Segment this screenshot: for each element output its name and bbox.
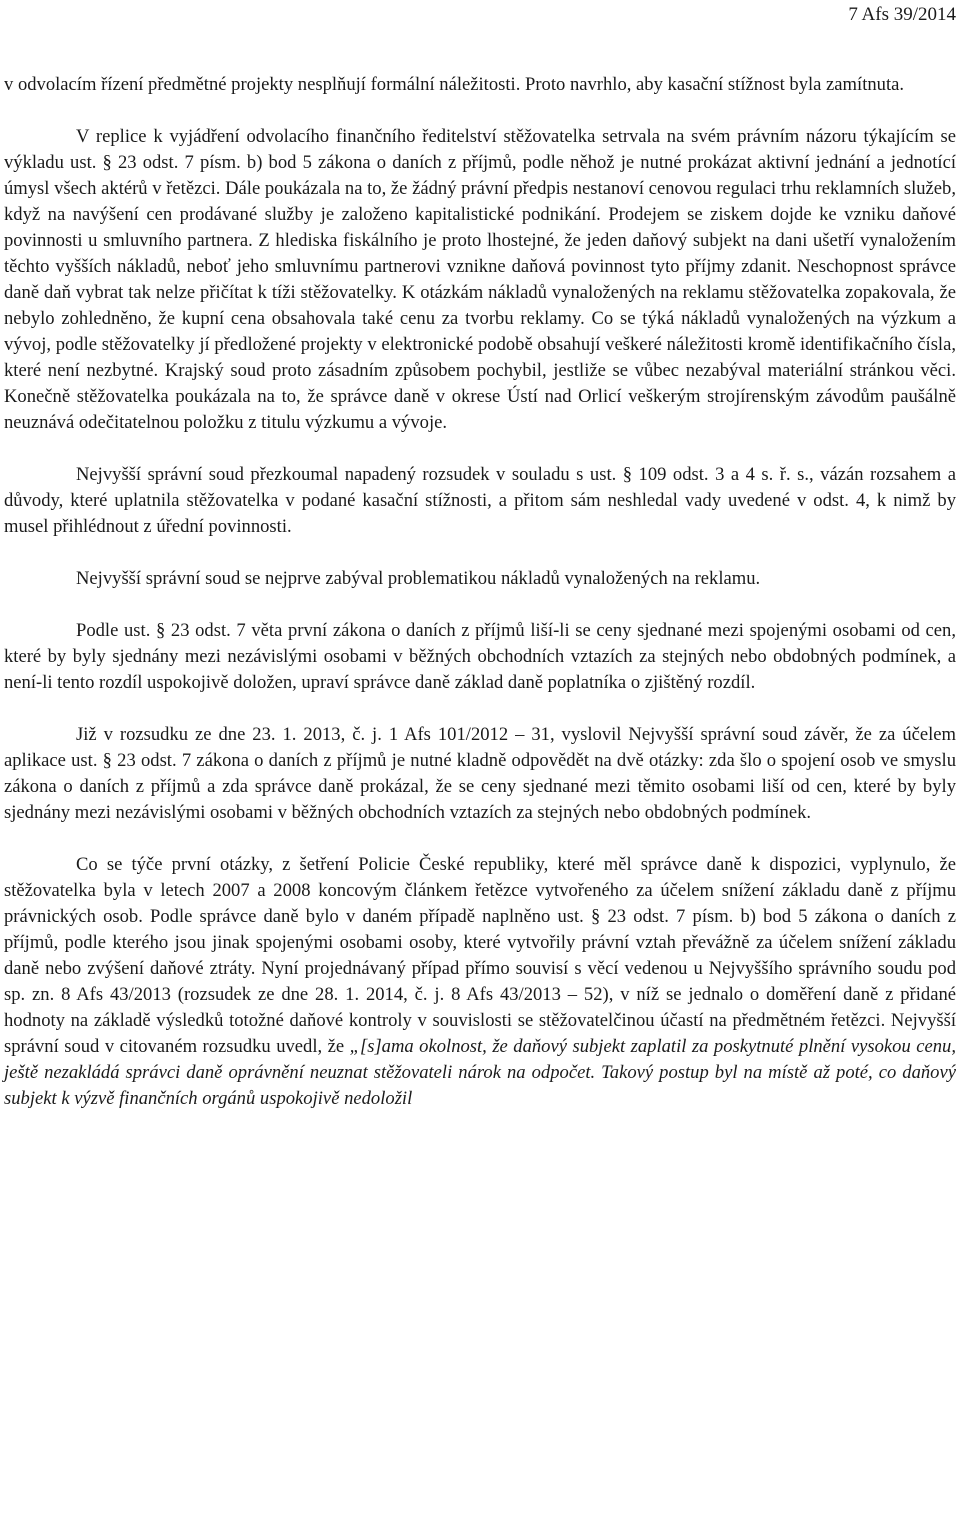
case-number: 7 Afs 39/2014 xyxy=(848,4,956,25)
italic-quote: „[s]ama okolnost, že daňový subjekt zaplatil za poskytnuté plnění vysokou cenu, ještě nezakládá správci daně oprávnění neuznat stěžovateli nárok na odpočet. Takový postup byl na místě až poté, co daňový subjekt k výzvě finančních orgánů uspokojivě nedoložil xyxy=(4,1036,956,1109)
paragraph: v odvolacím řízení předmětné projekty nesplňují formální náležitosti. Proto navrhlo, aby kasační stížnost byla zamítnuta. xyxy=(4,74,905,95)
paragraph: Nejvyšší správní soud přezkoumal napadený rozsudek v souladu s ust. § 109 odst. 3 a 4 s. ř. s., vázán rozsahem a důvody, které uplatnila stěžovatelka v podané kasační stížnosti, a přitom sám neshledal vady uvedené v odst. 4, k nimž by musel přihlédnout z úřední povinnosti. xyxy=(4,464,956,537)
paragraph xyxy=(4,852,956,1112)
paragraph: Podle ust. § 23 odst. 7 věta první zákona o daních z příjmů liší-li se ceny sjednané mezi spojenými osobami od cen, které by byly sjednány mezi nezávislými osobami v běžných obchodních vztazích za stejných nebo obdobných podmínek, a není-li tento rozdíl uspokojivě doložen, upraví správce daně základ daně poplatníka o zjištěný rozdíl. xyxy=(4,620,956,693)
document-body xyxy=(4,72,956,1112)
paragraph-text: Co se týče první otázky, z šetření Policie České republiky, které měl správce daně k dispozici, vyplynulo, že stěžovatelka byla v letech 2007 a 2008 koncovým článkem řetězce vytvořeného za účelem snížení základu daně z příjmu právnických osob. Podle správce daně bylo v daném případě naplněno ust. § 23 odst. 7 písm. b) bod 5 zákona o daních z příjmů, podle kterého jsou jinak spojenými osobami osoby, které vytvořily právní vztah převážně za účelem snížení základu daně nebo zvýšení daňové ztráty. Nyní projednávaný případ přímo souvisí s věcí vedenou u Nejvyššího správního soudu pod sp. zn. 8 Afs 43/2013 (rozsudek ze dne 28. 1. 2014, č. j. 8 Afs 43/2013 – 52), v níž se jednalo o doměření daně z přidané hodnoty na základě výsledků totožné daňové kontroly v souvislosti se stěžovatelčinou účastí na předmětném řetězci. Nejvyšší správní soud v citovaném rozsudku uvedl, že xyxy=(4,854,956,1057)
paragraph: V replice k vyjádření odvolacího finančního ředitelství stěžovatelka setrvala na svém právním názoru týkajícím se výkladu ust. § 23 odst. 7 písm. b) bod 5 zákona o daních z příjmů, podle něhož je nutné prokázat aktivní jednání a jednotící úmysl všech aktérů v řetězci. Dále poukázala na to, že žádný právní předpis nestanoví cenovou regulaci trhu reklamních služeb, když na navýšení cen prodávané služby je založeno kapitalistické podnikání. Prodejem se ziskem dojde ke vzniku daňové povinnosti u smluvního partnera. Z hlediska fiskálního je proto lhostejné, že jeden daňový subjekt na dani ušetří vynaložením těchto vyšších nákladů, neboť jeho smluvnímu partnerovi vznikne daňová povinnost tyto příjmy zdanit. Neschopnost správce daně daň vybrat tak nelze přičítat k tíži stěžovatelky. K otázkám nákladů vynaložených na reklamu stěžovatelka zopakovala, že nebylo zohledněno, že kupní cena obsahovala také cenu za tvorbu reklamy. Co se týká nákladů vynaložených na výzkum a vývoj, podle stěžovatelky jí předložené projekty v elektronické podobě obsahují veškeré náležitosti kromě identifikačního čísla, které není nezbytné. Krajský soud proto zásadním způsobem pochybil, jestliže se vůbec nezabýval materiální stránkou věci. Konečně stěžovatelka poukázala na to, že správce daně v okrese Ústí nad Orlicí veškerým strojírenským závodům paušálně neuznává odečitatelnou položku z titulu výzkumu a vývoje. xyxy=(4,126,956,433)
paragraph: Nejvyšší správní soud se nejprve zabýval problematikou nákladů vynaložených na reklamu. xyxy=(76,568,761,589)
paragraph: Již v rozsudku ze dne 23. 1. 2013, č. j. 1 Afs 101/2012 – 31, vyslovil Nejvyšší správní soud závěr, že za účelem aplikace ust. § 23 odst. 7 zákona o daních z příjmů je nutné kladně odpovědět na dvě otázky: zda šlo o spojení osob ve smyslu zákona o daních z příjmů a zda správce daně prokázal, že se ceny sjednané mezi těmito osobami liší od cen, které by byly sjednány mezi nezávislými osobami v běžných obchodních vztazích za stejných nebo obdobných podmínek. xyxy=(4,724,956,823)
